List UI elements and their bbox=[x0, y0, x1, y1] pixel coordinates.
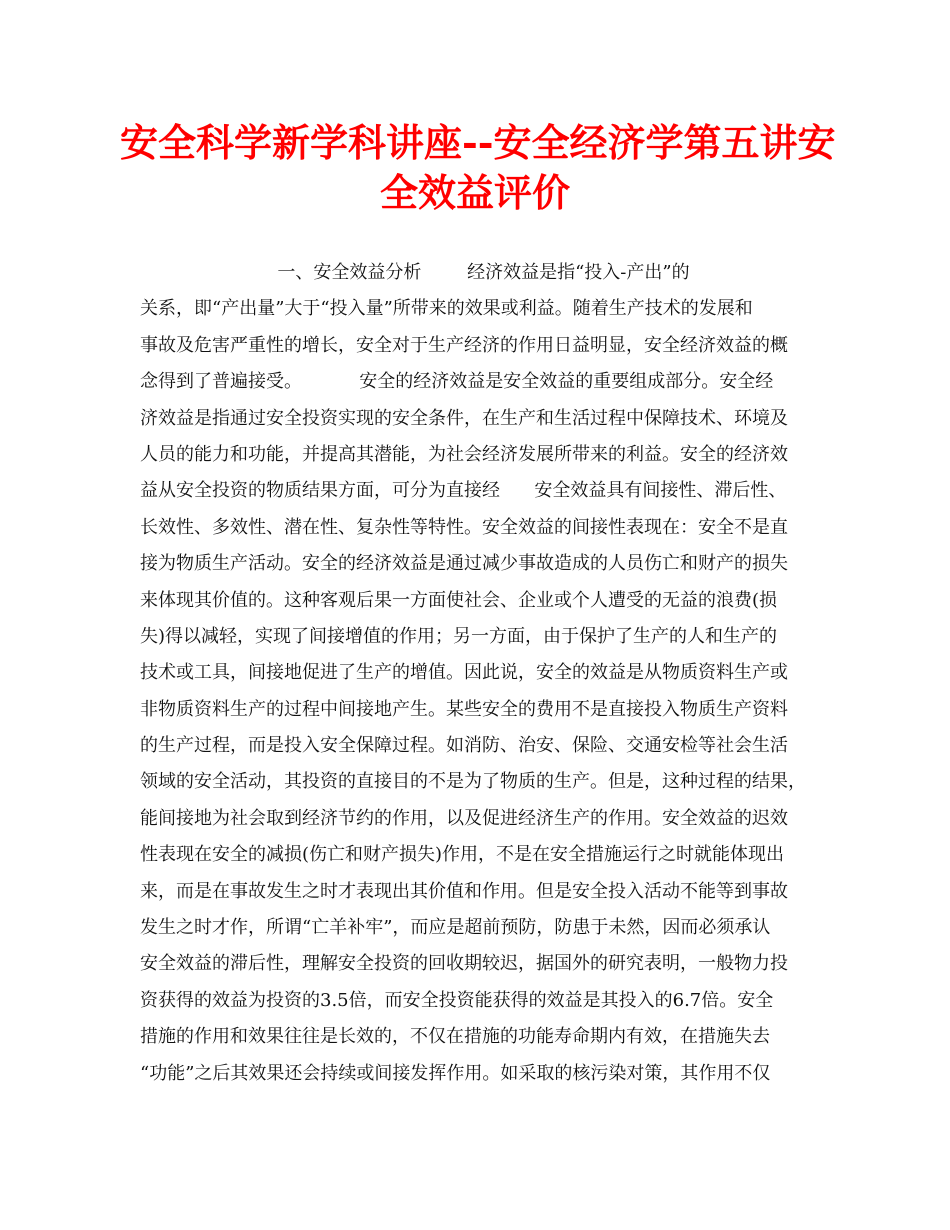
body-line: 能间接地为社会取到经济节约的作用，以及促进经济生产的作用。安全效益的迟效 bbox=[140, 807, 788, 829]
body-line: 技术或工具，间接地促进了生产的增值。因此说，安全的效益是从物质资料生产或 bbox=[140, 662, 788, 684]
body-line: 领域的安全活动，其投资的直接目的不是为了物质的生产。但是，这种过程的结果， bbox=[140, 771, 806, 793]
document-body bbox=[140, 255, 820, 1092]
body-line: 济效益是指通过安全投资实现的安全条件，在生产和生活过程中保障技术、环境及 bbox=[140, 407, 788, 429]
body-line: 安全效益的滞后性，理解安全投资的回收期较迟，据国外的研究表明，一般物力投 bbox=[140, 953, 788, 975]
body-line: 一、安全效益分析 经济效益是指“投入-产出”的 bbox=[140, 262, 690, 283]
body-line: 资获得的效益为投资的3.5倍，而安全投资能获得的效益是其投入的6.7倍。安全 bbox=[140, 989, 774, 1011]
title-line: 安全科学新学科讲座--安全经济学第五讲安 bbox=[120, 120, 836, 165]
title-line: 全效益评价 bbox=[379, 170, 570, 215]
body-line: 来，而是在事故发生之时才表现出其价值和作用。但是安全投入活动不能等到事故 bbox=[140, 880, 788, 902]
body-line: 性表现在安全的减损(伤亡和财产损失)作用，不是在安全措施运行之时就能体现出 bbox=[140, 844, 785, 866]
body-line: “功能”之后其效果还会持续或间接发挥作用。如采取的核污染对策，其作用不仅 bbox=[140, 1062, 771, 1084]
document-title bbox=[120, 118, 836, 218]
body-line: 措施的作用和效果往往是长效的，不仅在措施的功能寿命期内有效，在措施失去 bbox=[140, 1026, 770, 1048]
body-line: 人员的能力和功能，并提高其潜能，为社会经济发展所带来的利益。安全的经济效 bbox=[140, 443, 788, 465]
body-line: 来体现其价值的。这种客观后果一方面使社会、企业或个人遭受的无益的浪费(损 bbox=[140, 589, 778, 611]
body-line: 的生产过程，而是投入安全保障过程。如消防、治安、保险、交通安检等社会生活 bbox=[140, 735, 788, 757]
body-line: 接为物质生产活动。安全的经济效益是通过减少事故造成的人员伤亡和财产的损失 bbox=[140, 553, 788, 575]
body-line: 念得到了普遍接受。 安全的经济效益是安全效益的重要组成部分。安全经 bbox=[140, 371, 774, 393]
body-line: 长效性、多效性、潜在性、复杂性等特性。安全效益的间接性表现在：安全不是直 bbox=[140, 516, 788, 538]
body-line: 关系，即“产出量”大于“投入量”所带来的效果或利益。随着生产技术的发展和 bbox=[140, 298, 753, 320]
body-line: 事故及危害严重性的增长，安全对于生产经济的作用日益明显，安全经济效益的概 bbox=[140, 334, 788, 356]
body-line: 失)得以减轻，实现了间接增值的作用；另一方面，由于保护了生产的人和生产的 bbox=[140, 625, 778, 647]
body-line: 益从安全投资的物质结果方面，可分为直接经 安全效益具有间接性、滞后性、 bbox=[140, 480, 787, 502]
body-line: 发生之时才作，所谓“亡羊补牢”，而应是超前预防，防患于未然，因而必须承认 bbox=[140, 917, 771, 939]
body-line: 非物质资料生产的过程中间接地产生。某些安全的费用不是直接投入物质生产资料 bbox=[140, 698, 788, 720]
